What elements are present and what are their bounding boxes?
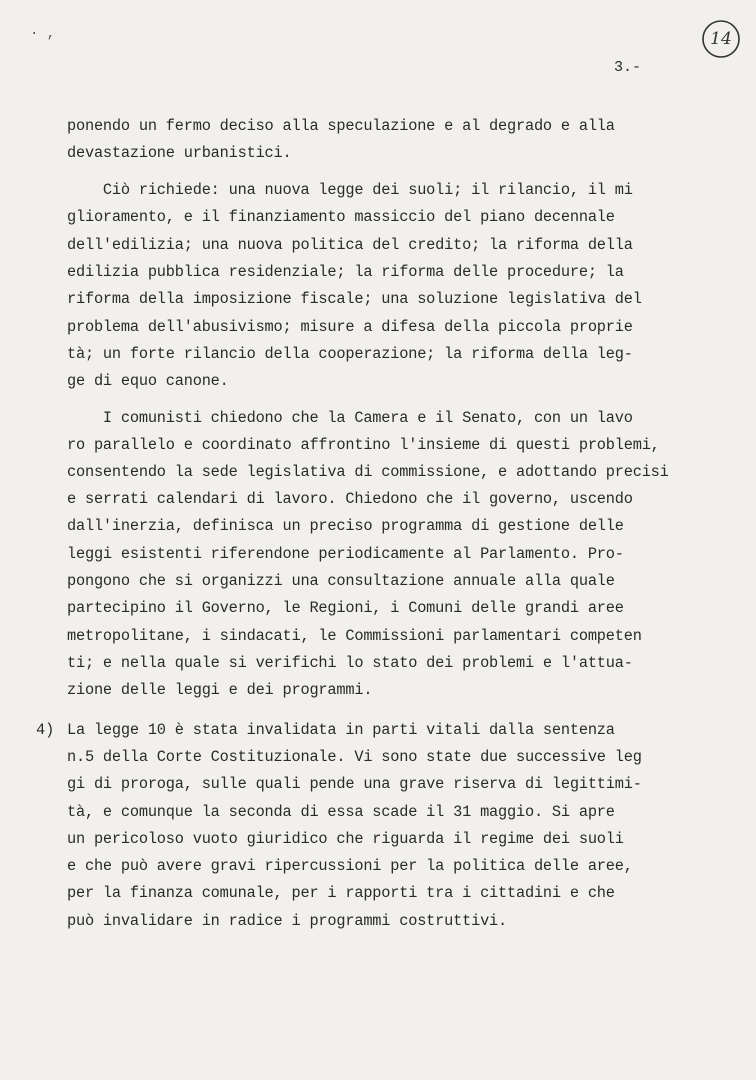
text-line: pongono che si organizzi una consultazione annuale alla quale xyxy=(67,572,615,590)
text-line: problema dell'abusivismo; misure a difesa della piccola proprie xyxy=(67,318,633,336)
page-number: 3.- xyxy=(614,59,642,76)
text-line: dall'inerzia, definisca un preciso programma di gestione delle xyxy=(67,517,624,535)
text-line: I comunisti chiedono che la Camera e il Senato, con un lavo xyxy=(67,409,633,427)
text-line: ti; e nella quale si verifichi lo stato dei problemi e l'attua- xyxy=(67,654,633,672)
text-line: gi di proroga, sulle quali pende una grave riserva di legittimi- xyxy=(67,775,642,793)
stamp-number: 14 xyxy=(710,29,732,49)
margin-marks: · , xyxy=(30,26,56,42)
text-line: tà; un forte rilancio della cooperazione; la riforma della leg- xyxy=(67,345,633,363)
text-line: edilizia pubblica residenziale; la riforma delle procedure; la xyxy=(67,263,624,281)
text-line: Ciò richiede: una nuova legge dei suoli; il rilancio, il mi xyxy=(67,181,633,199)
text-line: n.5 della Corte Costituzionale. Vi sono state due successive leg xyxy=(67,748,642,766)
text-line: ge di equo canone. xyxy=(67,372,229,390)
text-line: leggi esistenti riferendone periodicamente al Parlamento. Pro- xyxy=(67,545,624,563)
text-line: per la finanza comunale, per i rapporti tra i cittadini e che xyxy=(67,884,615,902)
text-line: consentendo la sede legislativa di commissione, e adottando precisi xyxy=(67,463,669,481)
text-line: tà, e comunque la seconda di essa scade il 31 maggio. Si apre xyxy=(67,803,615,821)
text-line: dell'edilizia; una nuova politica del credito; la riforma della xyxy=(67,236,633,254)
text-line: partecipino il Governo, le Regioni, i Comuni delle grandi aree xyxy=(67,599,624,617)
text-line: un pericoloso vuoto giuridico che riguarda il regime dei suoli xyxy=(67,830,624,848)
text-line: ponendo un fermo deciso alla speculazione e al degrado e alla xyxy=(67,117,615,135)
text-line: può invalidare in radice i programmi costruttivi. xyxy=(67,912,508,930)
item-number: 4) xyxy=(36,721,55,739)
text-line: glioramento, e il finanziamento massiccio del piano decennale xyxy=(67,208,615,226)
text-line: riforma della imposizione fiscale; una soluzione legislativa del xyxy=(67,290,642,308)
text-line: La legge 10 è stata invalidata in parti vitali dalla sentenza xyxy=(67,721,615,739)
page-stamp xyxy=(700,18,742,60)
text-line: zione delle leggi e dei programmi. xyxy=(67,681,373,699)
text-line: e che può avere gravi ripercussioni per la politica delle aree, xyxy=(67,857,633,875)
text-line: metropolitane, i sindacati, le Commissioni parlamentari competen xyxy=(67,627,642,645)
text-line: ro parallelo e coordinato affrontino l'insieme di questi problemi, xyxy=(67,436,660,454)
text-line: devastazione urbanistici. xyxy=(67,144,292,162)
text-line: e serrati calendari di lavoro. Chiedono che il governo, uscendo xyxy=(67,490,633,508)
